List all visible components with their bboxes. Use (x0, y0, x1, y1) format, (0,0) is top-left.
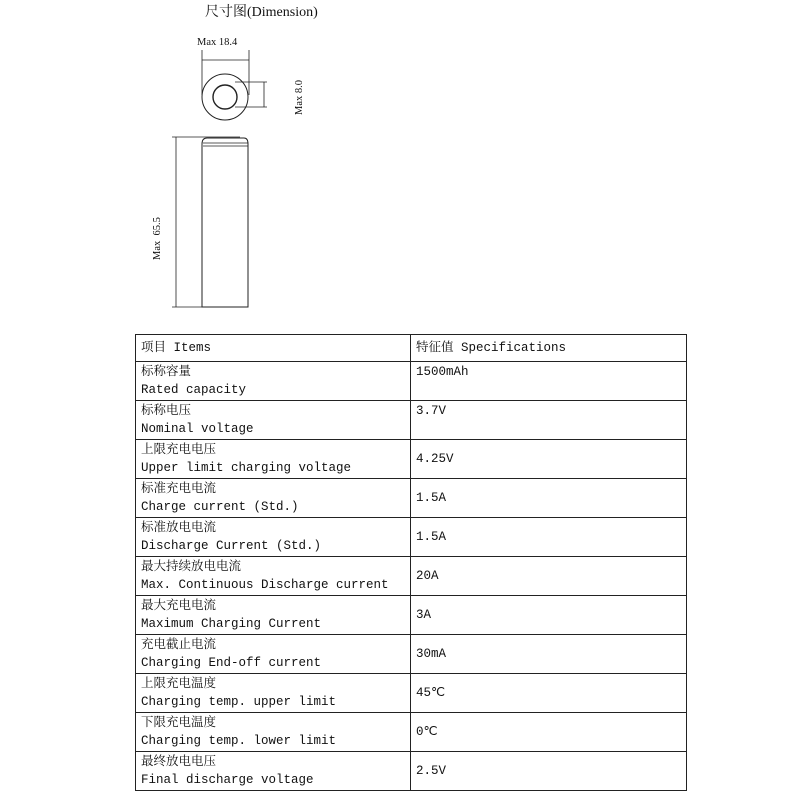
item-zh: 上限充电电压 (141, 443, 217, 457)
item-en: Nominal voltage (141, 422, 254, 436)
value-cell: 1.5A (411, 479, 687, 518)
item-en: Discharge Current (Std.) (141, 539, 322, 553)
item-zh: 标准放电电流 (141, 521, 217, 535)
item-zh: 最终放电电压 (141, 755, 217, 769)
table-row (136, 713, 687, 752)
table-row (136, 401, 687, 440)
value-cell: 2.5V (411, 752, 687, 791)
table-row (136, 362, 687, 401)
dimension-title: 尺寸图(Dimension) (205, 5, 318, 20)
item-cell (136, 479, 411, 518)
header-specifications: 特征值 Specifications (411, 335, 687, 362)
table-row (136, 752, 687, 791)
value-cell: 1.5A (411, 518, 687, 557)
item-cell (136, 596, 411, 635)
item-zh: 标准充电电流 (141, 482, 217, 496)
item-cell (136, 440, 411, 479)
value-cell: 1500mAh (411, 362, 687, 401)
item-en: Maximum Charging Current (141, 617, 322, 631)
item-cell (136, 713, 411, 752)
item-cell (136, 362, 411, 401)
diameter-label: Max 18.4 (197, 37, 238, 48)
specifications-table (135, 334, 687, 791)
header-items: 项目 Items (136, 335, 411, 362)
item-cell (136, 557, 411, 596)
value-cell: 3A (411, 596, 687, 635)
item-en: Charging temp. lower limit (141, 734, 337, 748)
value-cell: 20A (411, 557, 687, 596)
item-zh: 上限充电温度 (141, 677, 217, 691)
table-row (136, 674, 687, 713)
item-zh: 标称容量 (141, 365, 192, 379)
item-en: Charging End-off current (141, 656, 322, 670)
table-row (136, 479, 687, 518)
item-cell (136, 518, 411, 557)
cap-label: Max 8.0 (294, 80, 305, 115)
table-row (136, 635, 687, 674)
battery-dimension-diagram (140, 20, 320, 320)
value-cell: 30mA (411, 635, 687, 674)
item-cell (136, 635, 411, 674)
value-cell: 45℃ (411, 674, 687, 713)
value-cell: 4.25V (411, 440, 687, 479)
item-cell (136, 674, 411, 713)
table-row (136, 596, 687, 635)
item-zh: 最大持续放电电流 (141, 560, 242, 574)
item-en: Rated capacity (141, 383, 247, 397)
item-zh: 充电截止电流 (141, 638, 217, 652)
table-row (136, 557, 687, 596)
item-zh: 标称电压 (141, 404, 192, 418)
item-en: Charging temp. upper limit (141, 695, 337, 709)
item-en: Final discharge voltage (141, 773, 314, 787)
item-zh: 下限充电温度 (141, 716, 217, 730)
table-row (136, 518, 687, 557)
item-en: Upper limit charging voltage (141, 461, 352, 475)
value-cell: 3.7V (411, 401, 687, 440)
height-label: Max 65.5 (152, 217, 163, 260)
item-en: Max. Continuous Discharge current (141, 578, 389, 592)
item-zh: 最大充电电流 (141, 599, 217, 613)
item-en: Charge current (Std.) (141, 500, 299, 514)
table-row (136, 440, 687, 479)
item-cell (136, 401, 411, 440)
table-header (136, 335, 687, 362)
value-cell: 0℃ (411, 713, 687, 752)
item-cell (136, 752, 411, 791)
